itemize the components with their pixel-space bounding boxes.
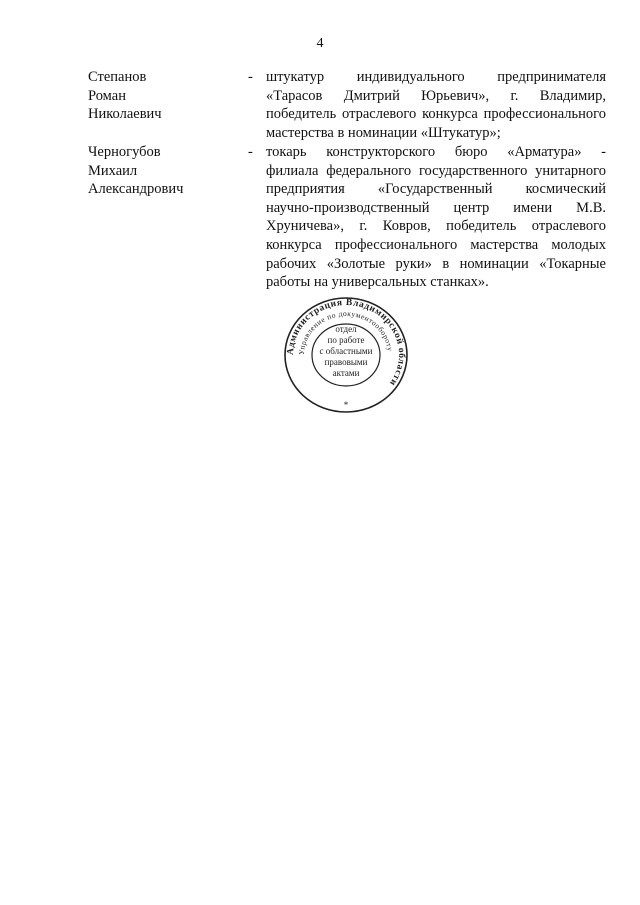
stamp-line: актами: [332, 368, 360, 378]
description-line: штукатур индивидуального предпринимателя: [266, 69, 606, 85]
award-description: [266, 68, 606, 142]
description-line: «Тарасов Дмитрий Юрьевич», г. Владимир,: [266, 87, 606, 104]
description-line: токарь конструкторского бюро «Арматура» -: [266, 144, 606, 160]
stamp-line: по работе: [327, 335, 365, 345]
stamp-center-text: [283, 324, 409, 379]
official-stamp: [283, 296, 409, 414]
award-description: [266, 143, 606, 292]
person-name: [88, 68, 238, 124]
description-line: Хруничева», г. Ковров, победитель отраслевого: [266, 218, 606, 235]
description-line: филиала федерального государственного унитарного: [266, 162, 606, 179]
description-line: научно-производственный центр имени М.В.: [266, 199, 606, 216]
stamp-middle-textpath: Управление по документообороту: [296, 308, 395, 356]
first-name: Роман: [88, 87, 126, 104]
stamp-outer-textpath: Администрация Владимирской области: [285, 297, 407, 388]
stamp-line: с областными: [319, 346, 373, 356]
description-line: работы на универсальных станках».: [266, 274, 489, 291]
person-name: [88, 143, 238, 199]
patronymic: Александрович: [88, 181, 184, 198]
stamp-star-icon: *: [343, 400, 349, 410]
dash-separator: -: [248, 69, 253, 85]
description-line: рабочих «Золотые руки» в номинации «Токарные: [266, 255, 606, 272]
first-name: Михаил: [88, 162, 138, 179]
stamp-line: отдел: [335, 324, 357, 334]
description-line: конкурса профессионального мастерства молодых: [266, 236, 606, 253]
dash-separator: -: [248, 144, 253, 160]
surname: Черногубов: [88, 144, 161, 160]
surname: Степанов: [88, 69, 147, 85]
description-line: предприятия «Государственный космический: [266, 181, 606, 198]
stamp-line: правовыми: [324, 357, 368, 367]
description-line: мастерства в номинации «Штукатур»;: [266, 124, 501, 141]
page-number: 4: [316, 36, 324, 51]
patronymic: Николаевич: [88, 106, 162, 123]
description-line: победитель отраслевого конкурса профессионального: [266, 106, 606, 123]
